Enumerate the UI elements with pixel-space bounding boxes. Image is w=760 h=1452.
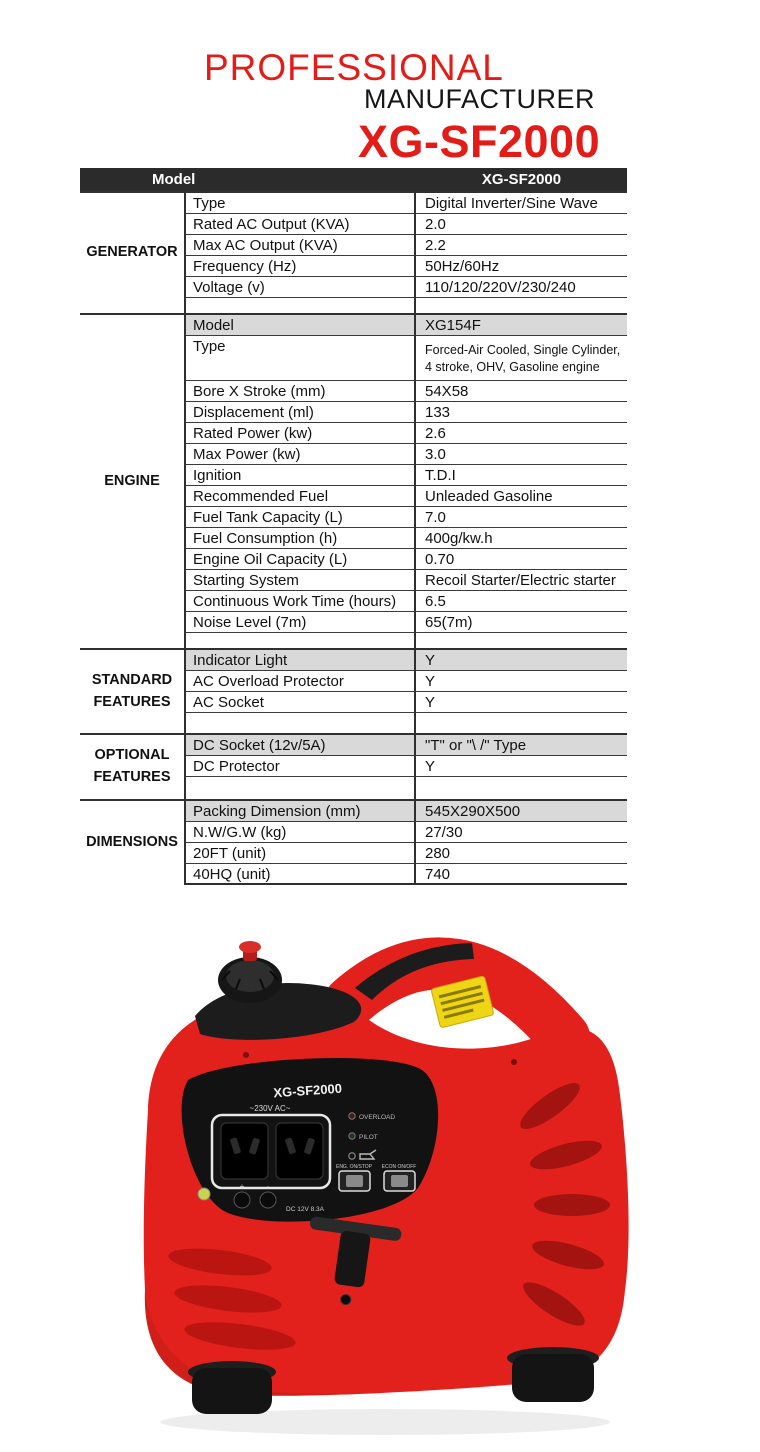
table-row <box>186 692 627 713</box>
screw-dot <box>243 1052 249 1058</box>
spec-label: Fuel Tank Capacity (L) <box>186 507 416 528</box>
spec-value: Y <box>416 756 627 777</box>
spec-value: XG154F <box>416 315 627 336</box>
table-row <box>186 235 627 256</box>
fuel-cap <box>195 941 361 1040</box>
spec-label: Rated Power (kw) <box>186 423 416 444</box>
spec-label: Frequency (Hz) <box>186 256 416 277</box>
dc-rating-label: DC 12V 8.3A <box>286 1206 324 1213</box>
page-title-model: XG-SF2000 <box>358 116 601 167</box>
table-row <box>186 570 627 591</box>
table-row <box>186 756 627 777</box>
section-category-label: GENERATOR <box>80 193 186 313</box>
spec-section-optional-features <box>80 733 627 799</box>
table-row <box>186 315 627 336</box>
spec-label: Rated AC Output (KVA) <box>186 214 416 235</box>
spec-section-engine <box>80 313 627 648</box>
table-row <box>186 591 627 612</box>
spec-table-header <box>80 168 627 191</box>
spec-label: Noise Level (7m) <box>186 612 416 633</box>
overload-indicator-label: OVERLOAD <box>359 1114 396 1121</box>
foot-right <box>507 1347 599 1402</box>
spec-value: 2.6 <box>416 423 627 444</box>
table-row <box>186 214 627 235</box>
table-row <box>186 612 627 633</box>
spec-section-dimensions <box>80 799 627 885</box>
spec-label: 20FT (unit) <box>186 843 416 864</box>
table-row <box>186 864 627 885</box>
section-category-label: STANDARD FEATURES <box>80 650 186 733</box>
spec-value: 65(7m) <box>416 612 627 633</box>
table-row <box>186 735 627 756</box>
spec-value: Y <box>416 650 627 671</box>
spec-section-standard-features <box>80 648 627 733</box>
panel-model-label: XG-SF2000 <box>272 1080 343 1101</box>
ac-voltage-label: ~230V AC~ <box>249 1104 291 1113</box>
spacer-cell <box>186 298 416 313</box>
section-spacer <box>186 633 627 648</box>
spec-value: 2.2 <box>416 235 627 256</box>
spec-label: AC Overload Protector <box>186 671 416 692</box>
table-row <box>186 507 627 528</box>
table-row <box>186 444 627 465</box>
spec-label: N.W/G.W (kg) <box>186 822 416 843</box>
foot-left <box>188 1361 276 1414</box>
spec-value: 0.70 <box>416 549 627 570</box>
spec-label: AC Socket <box>186 692 416 713</box>
spacer-cell <box>186 713 416 733</box>
table-row <box>186 843 627 864</box>
spec-value: 27/30 <box>416 822 627 843</box>
section-spacer <box>186 777 627 799</box>
engine-switch <box>336 1164 373 1191</box>
table-row <box>186 402 627 423</box>
ac-socket <box>221 1123 268 1179</box>
spec-value: 110/120/220V/230/240 <box>416 277 627 298</box>
spec-header-model-label: Model <box>152 171 196 188</box>
table-row <box>186 336 627 381</box>
spec-label: Continuous Work Time (hours) <box>186 591 416 612</box>
spacer-cell <box>416 777 627 799</box>
spacer-cell <box>416 633 627 648</box>
spec-value: Y <box>416 671 627 692</box>
spec-label: Engine Oil Capacity (L) <box>186 549 416 570</box>
spec-label: Starting System <box>186 570 416 591</box>
spec-value: 280 <box>416 843 627 864</box>
spec-label: Max AC Output (KVA) <box>186 235 416 256</box>
spec-value: Y <box>416 692 627 713</box>
spec-label: DC Socket (12v/5A) <box>186 735 416 756</box>
spec-section-generator <box>80 191 627 313</box>
spec-table <box>80 168 627 885</box>
spec-label: Voltage (v) <box>186 277 416 298</box>
spacer-cell <box>186 777 416 799</box>
spec-label: Max Power (kw) <box>186 444 416 465</box>
spacer-cell <box>416 713 627 733</box>
spec-value: Forced-Air Cooled, Single Cylinder, 4 stroke, OHV, Gasoline engine <box>416 336 627 381</box>
spec-value: 6.5 <box>416 591 627 612</box>
table-row <box>186 549 627 570</box>
spec-label: Bore X Stroke (mm) <box>186 381 416 402</box>
ground-terminal-light <box>198 1188 210 1200</box>
section-category-label: ENGINE <box>80 315 186 648</box>
spec-label: Recommended Fuel <box>186 486 416 507</box>
pilot-indicator-label: PILOT <box>359 1134 378 1141</box>
spec-label: Type <box>186 193 416 214</box>
spec-value: Digital Inverter/Sine Wave <box>416 193 627 214</box>
screw-dot <box>511 1059 517 1065</box>
table-row <box>186 465 627 486</box>
table-row <box>186 277 627 298</box>
spec-value: T.D.I <box>416 465 627 486</box>
spec-value: 50Hz/60Hz <box>416 256 627 277</box>
table-row <box>186 193 627 214</box>
spec-table-sections <box>80 191 627 885</box>
spec-value: 545X290X500 <box>416 801 627 822</box>
spec-value: Unleaded Gasoline <box>416 486 627 507</box>
spec-value: 7.0 <box>416 507 627 528</box>
spacer-cell <box>416 298 627 313</box>
section-spacer <box>186 713 627 733</box>
engine-switch-label: ENG. ON/STOP <box>335 1164 373 1170</box>
table-row <box>186 650 627 671</box>
spec-label: Packing Dimension (mm) <box>186 801 416 822</box>
spec-label: Ignition <box>186 465 416 486</box>
spec-label: 40HQ (unit) <box>186 864 416 885</box>
section-spacer <box>186 298 627 313</box>
spec-label: Model <box>186 315 416 336</box>
spec-value: "T" or "\ /" Type <box>416 735 627 756</box>
brand-line-manufacturer: MANUFACTURER <box>364 84 596 114</box>
section-category-label: DIMENSIONS <box>80 801 186 885</box>
ac-socket <box>276 1123 323 1179</box>
brand-line-professional: PROFESSIONAL <box>204 47 504 88</box>
table-row <box>186 256 627 277</box>
econ-switch <box>382 1164 417 1191</box>
econ-switch-label: ECON ON/OFF <box>381 1164 417 1170</box>
dc-minus-label: - <box>266 1182 270 1191</box>
spec-value: 400g/kw.h <box>416 528 627 549</box>
spec-value: Recoil Starter/Electric starter <box>416 570 627 591</box>
table-row <box>186 801 627 822</box>
spec-value: 54X58 <box>416 381 627 402</box>
table-row <box>186 671 627 692</box>
spec-label: Indicator Light <box>186 650 416 671</box>
table-row <box>186 486 627 507</box>
spec-value: 3.0 <box>416 444 627 465</box>
spec-value: 133 <box>416 402 627 423</box>
spec-value: 740 <box>416 864 627 885</box>
table-row <box>186 528 627 549</box>
control-panel <box>182 1058 439 1222</box>
spec-label: DC Protector <box>186 756 416 777</box>
table-row <box>186 423 627 444</box>
table-row <box>186 822 627 843</box>
spacer-cell <box>186 633 416 648</box>
product-photo <box>100 910 652 1445</box>
section-category-label: OPTIONAL FEATURES <box>80 735 186 799</box>
spec-label: Fuel Consumption (h) <box>186 528 416 549</box>
spec-label: Type <box>186 336 416 381</box>
spec-header-model-value: XG-SF2000 <box>481 171 562 188</box>
table-row <box>186 381 627 402</box>
dc-plus-label: + <box>239 1182 245 1191</box>
spec-label: Displacement (ml) <box>186 402 416 423</box>
spec-value: 2.0 <box>416 214 627 235</box>
